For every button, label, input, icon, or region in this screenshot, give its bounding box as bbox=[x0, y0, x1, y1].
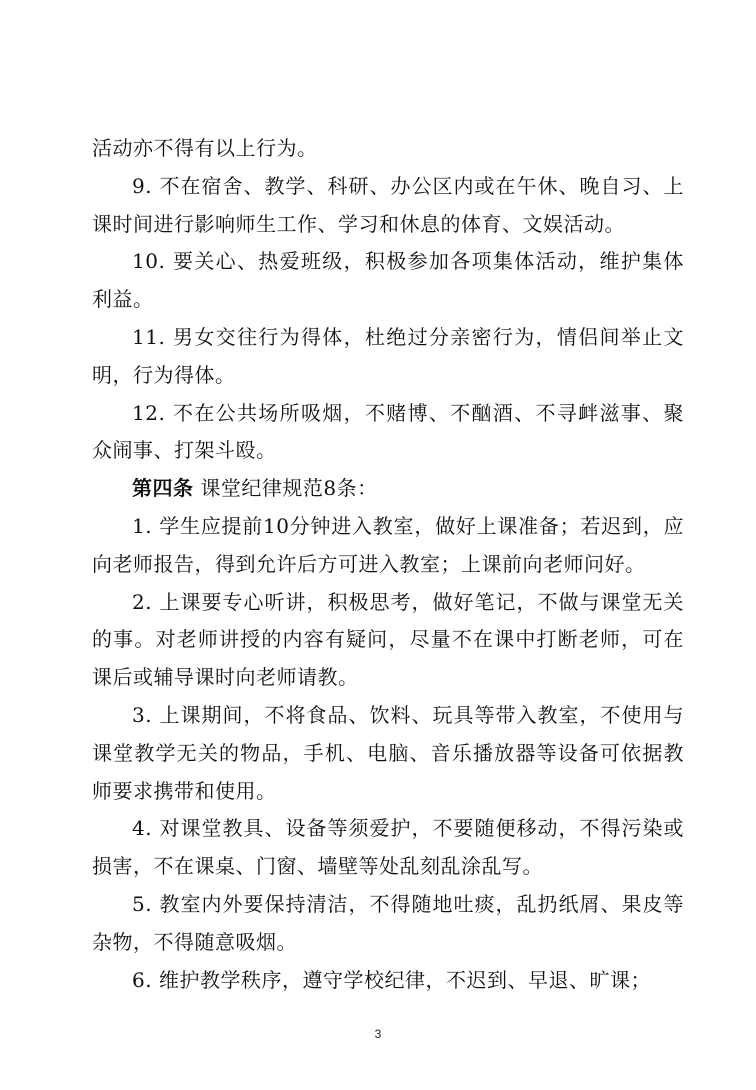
classroom-rule-1: 1. 学生应提前10分钟进入教室，做好上课准备；若迟到，应向老师报告，得到允许后方可进入教室；上课前向老师问好。 bbox=[92, 513, 684, 576]
classroom-rule-4: 4. 对课堂教具、设备等须爱护，不要随便移动，不得污染或损害，不在课桌、门窗、墙壁等处乱刻乱涂乱写。 bbox=[92, 816, 684, 879]
classroom-rule-3: 3. 上课期间，不将食品、饮料、玩具等带入教室，不使用与课堂教学无关的物品，手机、电脑、音乐播放器等设备可依据教师要求携带和使用。 bbox=[92, 702, 684, 803]
paragraph-continuation: 活动亦不得有以上行为。 bbox=[92, 136, 318, 160]
rule-item-9: 9. 不在宿舍、教学、科研、办公区内或在午休、晚自习、上课时间进行影响师生工作、学习和休息的体育、文娱活动。 bbox=[92, 173, 684, 236]
article-subtitle: 课堂纪律规范8条： bbox=[200, 476, 378, 501]
document-body bbox=[92, 130, 684, 999]
article-heading bbox=[92, 470, 684, 508]
classroom-rule-5: 5. 教室内外要保持清洁，不得随地吐痰，乱扔纸屑、果皮等杂物，不得随意吸烟。 bbox=[92, 891, 684, 954]
page-number: 3 bbox=[374, 1027, 382, 1041]
article-number: 第四条 bbox=[132, 476, 194, 501]
classroom-rule-2: 2. 上课要专心听讲，积极思考，做好笔记，不做与课堂无关的事。对老师讲授的内容有疑问，尽量不在课中打断老师，可在课后或辅导课时向老师请教。 bbox=[92, 589, 684, 690]
rule-item-10: 10. 要关心、热爱班级，积极参加各项集体活动，维护集体利益。 bbox=[92, 249, 684, 312]
rule-item-12: 12. 不在公共场所吸烟，不赌博、不酗酒、不寻衅滋事、聚众闹事、打架斗殴。 bbox=[92, 400, 684, 463]
rule-item-11: 11. 男女交往行为得体，杜绝过分亲密行为，情侣间举止文明，行为得体。 bbox=[92, 324, 684, 387]
classroom-rule-6: 6. 维护教学秩序，遵守学校纪律，不迟到、早退、旷课； bbox=[132, 967, 651, 992]
